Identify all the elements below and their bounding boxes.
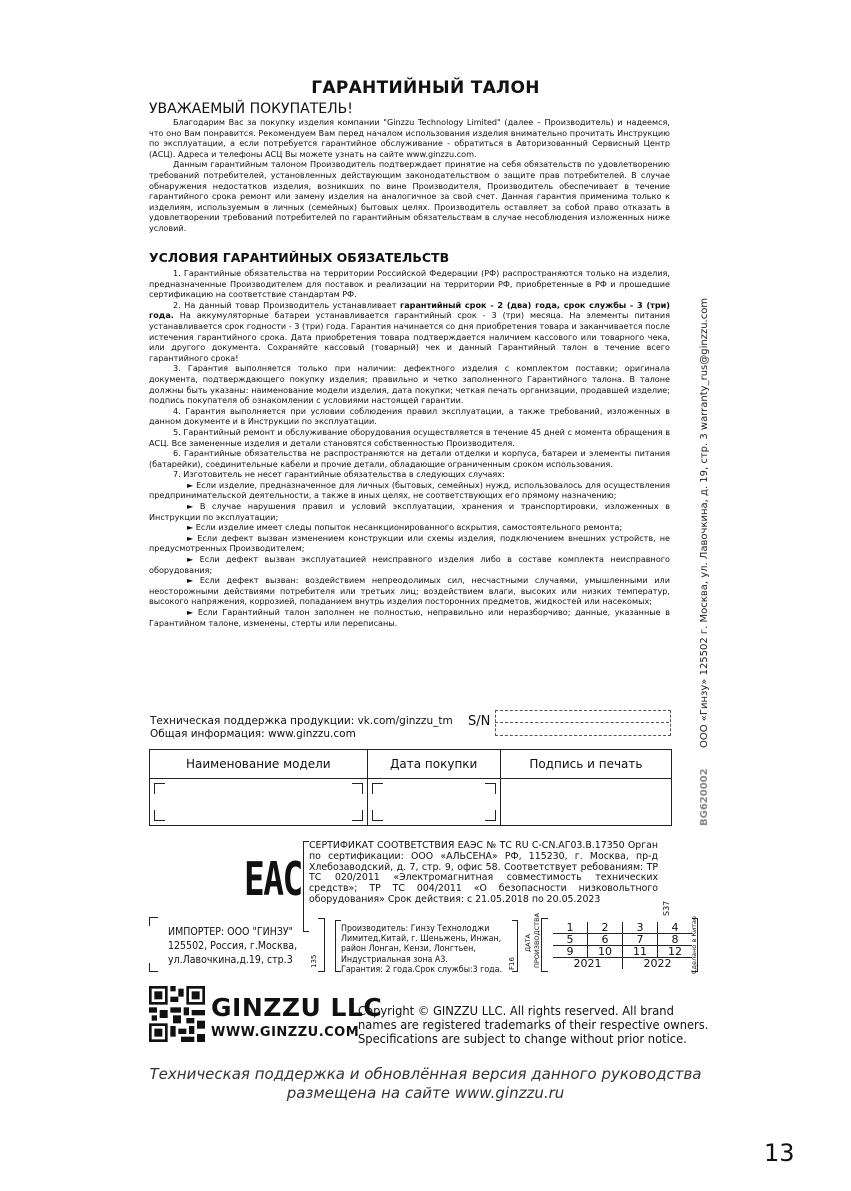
producer-bracket-right: [512, 920, 518, 972]
intro-paragraph-2: Данным гарантийным талоном Производитель подтверждает принятие на себя обязательств по удовлетворению требований потребителей, установленных действующим законодательством о защите прав потребителей. В случае обнаружения недостатков изделия, возникших по вине Производителя, Производитель обеспечивает в течение гарантийного срока ремонт или замену изделия на аналогичное за свой счет. Данная гарантия применима только к изделиям, используемым в личных (семейных) бытовых целях. Производитель оставляет за собой право отказать в удовлетворении требований потребителей по гарантийным обязательствам в случае несоблюдения изложенных ниже условий.: [149, 159, 670, 233]
condition-bullet-4: ► Если дефект вызван изменением конструкции или схемы изделия, подключением внешних устройств, не предусмотренных Производителем;: [149, 532, 670, 554]
serial-number-field[interactable]: [495, 710, 671, 736]
copyright-line-2: names are registered trademarks of their respective owners.: [358, 1017, 709, 1032]
condition-2-bold: гарантийный срок - 2 (два) года, срок службы - 3 (три) года.: [149, 299, 670, 321]
support-line: Техническая поддержка продукции: vk.com/ginzzu_tm: [150, 715, 453, 727]
importer-block: [168, 925, 318, 967]
page-title: ГАРАНТИЙНЫЙ ТАЛОН: [311, 78, 540, 98]
cert-number: S37: [662, 900, 671, 916]
condition-bullet-5: ► Если дефект вызван эксплуатацией неисправного изделия либо в составе комплекта неисправного оборудования;: [149, 554, 670, 575]
month-cell: 4: [658, 922, 693, 934]
support-info: [150, 715, 453, 741]
condition-3: 3. Гарантия выполняется только при наличии: дефектного изделия с комплектом поставки; оригинала документа, подтверждающего покупку изделия; правильно и четко заполненного Гарантийного талона. В талоне должны быть указаны: наименование модели изделия, дата покупки; четкая печать организации, продавшей изделие; подпись покупателя об ознакомлении с условиями настоящей гарантии.: [149, 363, 670, 406]
footer-line-1: Техническая поддержка и обновлённая версия данного руководства: [149, 1065, 702, 1083]
producer-line-1: Производитель: Гинзу Технолоджи: [341, 924, 490, 934]
importer-bracket-tl: [149, 917, 158, 926]
copyright-line-1: Copyright © GINZZU LLC. All rights reserved. All brand: [358, 1003, 674, 1018]
greeting: УВАЖАЕМЫЙ ПОКУПАТЕЛЬ!: [149, 101, 353, 117]
producer-line-5: Гарантия: 2 года.Срок службы:3 года.: [341, 964, 503, 975]
eac-mark: EAC: [244, 852, 302, 906]
brand-website: WWW.GINZZU.COM: [211, 1025, 360, 1040]
condition-bullet-2: ► В случае нарушения правил и условий эксплуатации, хранения и транспортировки, изложенных в Инструкции по эксплуатации;: [149, 501, 670, 522]
conditions-text: [149, 268, 670, 628]
condition-6: 6. Гарантийные обязательства не распространяются на детали отделки и корпуса, батареи и элементы питания (батарейки), соединительные кабели и прочие детали, обладающие ограниченным сроком использования.: [149, 448, 670, 469]
production-date-label-2: ПРОИЗВОДСТВА: [533, 912, 541, 968]
importer-line-3: ул.Лавочкина,д.19, стр.3: [168, 953, 293, 966]
month-cell: 9: [553, 946, 588, 958]
signature-field[interactable]: [500, 779, 671, 826]
copyright-block: [358, 1003, 709, 1046]
condition-bullet-1: ► Если изделие, предназначенное для личных (бытовых, семейных) нужд, использовалось для осуществления предпринимательской деятельности, а также в иных целях, не соответствующих его прямому назначению;: [149, 479, 670, 501]
year-cell: 2021: [573, 957, 602, 970]
producer-block: [341, 924, 503, 975]
warranty-form-table: [149, 749, 672, 826]
month-cell: 7: [623, 934, 658, 946]
month-cell: 12: [658, 946, 693, 958]
condition-1: 1. Гарантийные обязательства на территории Российской Федерации (РФ) распространяются только на изделия, предназначенные Производителем для поставок и реализации на территории РФ, приобретенные в РФ и прошедшие сертификацию на соответствие стандартам РФ.: [149, 268, 670, 300]
month-cell: 10: [588, 946, 623, 958]
month-cell: 2: [588, 922, 623, 934]
month-cell: 11: [623, 946, 658, 958]
footer-line-2: размещена на сайте www.ginzzu.ru: [286, 1084, 565, 1102]
brand-name: GINZZU LLC: [211, 993, 383, 1022]
copyright-line-3: Specifications are subject to change without prior notice.: [358, 1031, 687, 1046]
condition-bullet-6: ► Если дефект вызван: воздействием непреодолимых сил, несчастными случаями, умышленными или неосторожными действиями потребителя или третьих лиц; воздействием влаги, высоких или низких температур, высокого напряжения, коррозией, попаданием внутрь изделия посторонних предметов, жидкостей или насекомых;: [149, 575, 670, 607]
month-cell: 3: [623, 922, 658, 934]
purchase-date-field[interactable]: [367, 779, 500, 826]
producer-line-2: Лимитед,Китай, г. Шеньжень, Инжан,: [341, 934, 502, 945]
month-cell: 5: [553, 934, 588, 946]
production-date-grid: [553, 922, 692, 969]
production-date-label: ДАТА: [524, 934, 532, 952]
conditions-heading: УСЛОВИЯ ГАРАНТИЙНЫХ ОБЯЗАТЕЛЬСТВ: [149, 250, 450, 265]
footer-note: [0, 1065, 851, 1103]
importer-line-2: 125502, Россия, г.Москва,: [168, 939, 298, 952]
general-info-line: Общая информация: www.ginzzu.com: [150, 728, 356, 740]
certificate-text: СЕРТИФИКАТ СООТВЕТСТВИЯ ЕАЭС № ТС RU С-CN.АГ03.В.17350 Орган по сертификации: ООО «АЛЬСЕНА» РФ, 115230, г. Москва, пр-д Хлебозаводский, д. 7, стр. 9, офис 58. Соответствует ребованиям: ТР ТС 020/2011 «Электромагнитная совместимость технических средств»; ТР ТС 004/2011 «О безопасности низковольтного оборудования» Срок действия: с 21.05.2018 по 20.05.2023: [309, 840, 658, 905]
qr-code-icon: [149, 986, 205, 1042]
model-name-header: Наименование модели: [150, 750, 368, 779]
condition-bullet-3: ► Если изделие имеет следы попыток несанкционированного вскрытия, самостоятельного ремонта;: [187, 522, 623, 533]
intro-text: [149, 117, 670, 234]
intro-paragraph-1: Благодарим Вас за покупку изделия компании "Ginzzu Technology Limited" (далее – Производитель) и надеемся, что оно Вам понравится. Рекомендуем Вам перед началом использования изделия внимательно прочитать Инструкцию по эксплуатации, а если потребуется гарантийное обслуживание - обратиться в Авторизованный Сервисный Центр (АСЦ). Адреса и телефоны АСЦ Вы можете узнать на сайте www.ginzzu.com.: [149, 117, 670, 159]
serial-number-label: S/N: [468, 714, 491, 729]
condition-bullet-7: ► Если Гарантийный талон заполнен не полностью, неправильно или неразборчиво; данные, указанные в Гарантийном талоне, изменены, стерты или переписаны.: [149, 607, 670, 628]
condition-4: 4. Гарантия выполняется при условии соблюдения правил эксплуатации, а также требований, изложенных в данном документе и в Инструкции по эксплуатации.: [149, 405, 670, 427]
purchase-date-header: Дата покупки: [367, 750, 500, 779]
month-cell: 1: [553, 922, 588, 934]
signature-header: Подпись и печать: [500, 750, 671, 779]
importer-number: 135: [310, 954, 318, 968]
model-name-field[interactable]: [150, 779, 368, 826]
importer-bracket-bl: [149, 963, 158, 972]
importer-line-1: ИМПОРТЕР: ООО "ГИНЗУ": [168, 925, 293, 938]
producer-number: F16: [508, 957, 516, 970]
year-cell: 2022: [623, 958, 693, 970]
producer-line-4: Индустриальная зона А3.: [341, 954, 448, 965]
made-in-label: Сделано в Китае: [690, 916, 698, 974]
condition-7: 7. Изготовитель не несет гарантийные обязательства в следующих случаях:: [173, 469, 505, 480]
side-address: ООО «Гинзу» 125502 г. Москва, ул. Лавочкина, д. 19, стр. 3 warranty_rus@ginzzu.com: [699, 297, 710, 748]
side-code: BG620002: [699, 768, 710, 826]
condition-2-post: На аккумуляторные батареи устанавливается гарантийный срок - 3 (три) месяца. На элементы питания устанавливается срок годности - 3 (три) года. Гарантия начинается со дня приобретения товара и заканчивается после истечения гарантийного срока. Дата приобретения товара подтверждается наличием кассового или товарного чека, или другого документа. Сохраняйте кассовый (товарный) чек и данный Гарантийный талон в течение всего гарантийного срока!: [149, 310, 670, 363]
condition-2-pre: 2. На данный товар Производитель устанавливает: [173, 299, 400, 310]
page-number: 13: [764, 1139, 795, 1167]
importer-bracket-right: [318, 918, 325, 972]
date-bracket-left: [541, 918, 548, 972]
month-cell: 6: [588, 934, 623, 946]
month-cell: 8: [658, 934, 693, 946]
condition-5: 5. Гарантийный ремонт и обслуживание оборудования осуществляется в течение 45 дней с момента обращения в АСЦ. Все замененные изделия и детали становятся собственностью Производителя.: [149, 426, 670, 448]
producer-line-3: район Лонган, Кензи, Лонгтьен,: [341, 944, 476, 955]
serial-number-divider: [495, 722, 669, 723]
condition-2: [149, 300, 670, 364]
